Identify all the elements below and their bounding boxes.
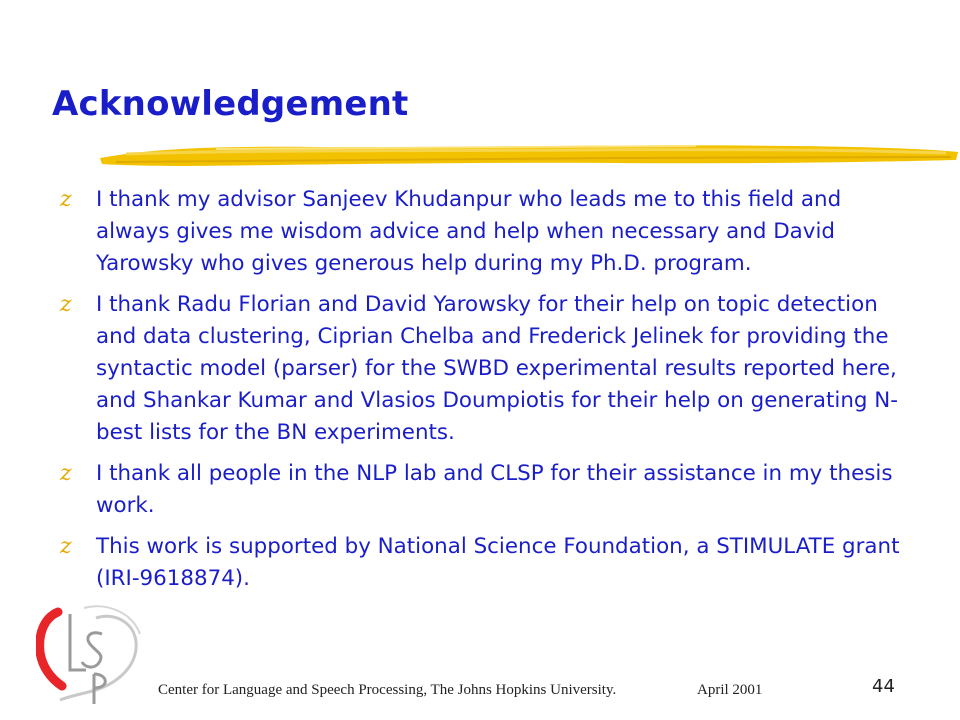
bullet-marker-icon: z [60, 534, 72, 559]
clsp-logo-icon [36, 604, 146, 710]
bullet-item [60, 184, 920, 280]
bullet-text: I thank all people in the NLP lab and CLSP for their assistance in my thesis work. [96, 461, 893, 518]
bullet-marker-icon: z [60, 292, 72, 317]
bullet-text: I thank Radu Florian and David Yarowsky for their help on topic detection and data clustering, Ciprian Chelba and Frederick Jelinek for providing the syntactic model (parser) for the SWBD experimental results reported here, and Shankar Kumar and Vlasios Doumpiotis for their help on generating N-best lists for the BN experiments. [96, 292, 898, 445]
bullet-item [60, 289, 920, 449]
bullet-text: This work is supported by National Science Foundation, a STIMULATE grant (IRI-9618874). [96, 534, 900, 591]
page-number: 44 [872, 676, 895, 697]
bullet-item [60, 531, 920, 595]
bullet-marker-icon: z [60, 461, 72, 486]
bullet-text: I thank my advisor Sanjeev Khudanpur who leads me to this field and always gives me wisdom advice and help when necessary and David Yarowsky who gives generous help during my Ph.D. program. [96, 187, 842, 276]
brush-stroke-underline [96, 138, 960, 174]
bullet-marker-icon: z [60, 187, 72, 212]
footer-organization: Center for Language and Speech Processing, The Johns Hopkins University. [158, 682, 617, 698]
bullet-item [60, 458, 920, 522]
slide-title: Acknowledgement [52, 84, 409, 124]
bullet-list [60, 184, 920, 604]
footer-date: April 2001 [697, 682, 763, 698]
